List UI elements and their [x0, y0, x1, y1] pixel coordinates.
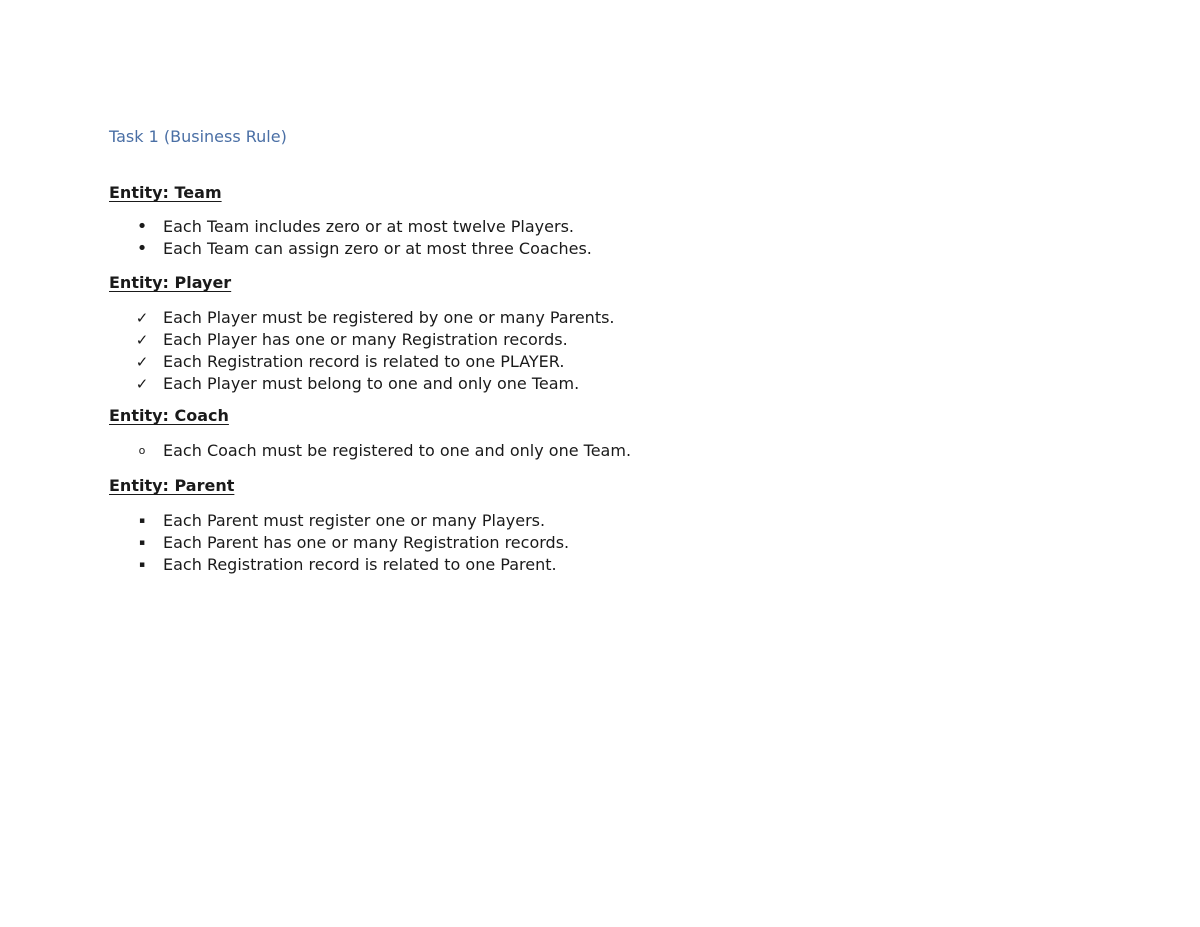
rule-text: Each Team can assign zero or at most three Coaches. [163, 239, 592, 258]
rule-text: Each Coach must be registered to one and only one Team. [163, 441, 632, 460]
square-bullet-icon: ▪ [138, 538, 146, 548]
rule-text: Each Player must be registered by one or many Parents. [163, 308, 615, 327]
list-item [109, 351, 809, 373]
section-heading-parent: Entity: Parent [109, 476, 235, 495]
list-item [109, 216, 809, 238]
list-item [109, 307, 809, 329]
hollow-circle-bullet-icon: o [138, 444, 146, 457]
checkmark-icon: ✓ [135, 353, 149, 371]
list-item [109, 329, 809, 351]
checkmark-icon: ✓ [135, 331, 149, 349]
rule-list-team [109, 216, 809, 260]
section-heading-player: Entity: Player [109, 273, 232, 292]
section-team [109, 183, 592, 259]
list-item [109, 554, 809, 576]
list-item [109, 238, 809, 260]
rule-list-parent [109, 510, 809, 576]
rule-text: Each Registration record is related to one PLAYER. [163, 352, 565, 371]
list-item [109, 440, 809, 462]
section-player [109, 273, 615, 393]
document-title: Task 1 (Business Rule) [109, 127, 287, 146]
square-bullet-icon: ▪ [138, 516, 146, 526]
section-coach [109, 406, 632, 460]
bullet-icon: • [136, 238, 148, 259]
rule-list-coach [109, 440, 809, 462]
list-item [109, 373, 809, 395]
rule-text: Each Registration record is related to one Parent. [163, 555, 557, 574]
rule-list-player [109, 307, 809, 395]
rule-text: Each Parent must register one or many Players. [163, 511, 546, 530]
checkmark-icon: ✓ [135, 375, 149, 393]
list-item [109, 532, 809, 554]
section-heading-team: Entity: Team [109, 183, 222, 202]
rule-text: Each Team includes zero or at most twelve Players. [163, 217, 574, 236]
rule-text: Each Player must belong to one and only one Team. [163, 374, 580, 393]
checkmark-icon: ✓ [135, 309, 149, 327]
section-heading-coach: Entity: Coach [109, 406, 229, 425]
rule-text: Each Parent has one or many Registration records. [163, 533, 570, 552]
rule-text: Each Player has one or many Registration records. [163, 330, 568, 349]
square-bullet-icon: ▪ [138, 560, 146, 570]
list-item [109, 510, 809, 532]
section-parent [109, 476, 570, 574]
bullet-icon: • [136, 216, 148, 237]
